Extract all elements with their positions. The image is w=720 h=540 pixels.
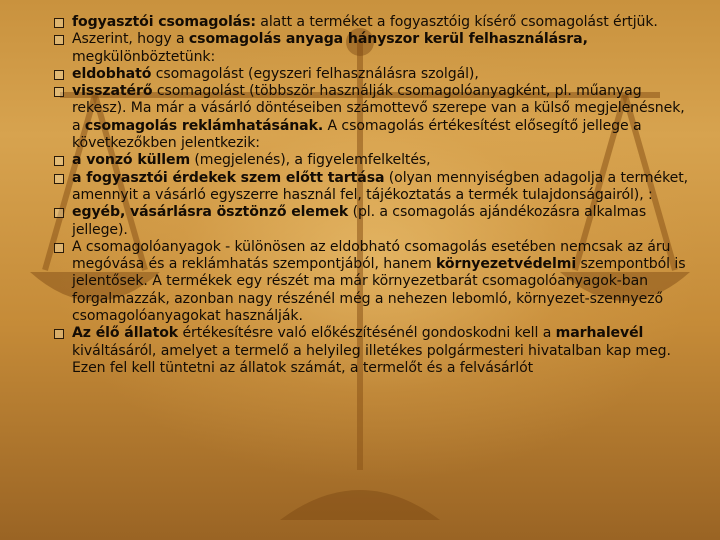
square-bullet-icon xyxy=(54,35,64,45)
bold-text: fogyasztói csomagolás: xyxy=(72,14,256,30)
text-run: (olyan mennyiségben adagolja a terméket, amennyit a vásárló egyszerre használ fel, tájékoztatás a termék tulajdonságairól), : xyxy=(72,169,689,203)
text-run: csomagolást (többször használják csomagolóanyagként, pl. műanyag rekesz). Ma már a vásárló döntéseiben számottevő szerepe van a külső megjelenésnek, a xyxy=(72,83,685,134)
text-run: (pl. a csomagolás ajándékozásra alkalmas jellege). xyxy=(72,204,647,238)
list-item xyxy=(52,14,692,31)
square-bullet-icon xyxy=(54,208,64,218)
text-content xyxy=(52,14,692,377)
list-item xyxy=(52,170,692,205)
square-bullet-icon xyxy=(54,18,64,28)
bold-text: visszatérő xyxy=(72,83,153,100)
bold-text: eldobható xyxy=(72,65,152,82)
square-bullet-icon xyxy=(54,329,64,339)
square-bullet-icon xyxy=(54,174,64,184)
text-run: megkülönböztetünk: xyxy=(72,48,216,65)
bold-text: csomagolás reklámhatásának. xyxy=(84,117,324,134)
text-run: (megjelenés), a figyelemfelkeltés, xyxy=(190,152,431,169)
square-bullet-icon xyxy=(54,70,64,80)
square-bullet-icon xyxy=(54,87,64,97)
text-run: Aszerint, hogy a xyxy=(72,31,189,48)
list-item xyxy=(52,66,692,83)
bold-text: egyéb, vásárlásra ösztönző elemek xyxy=(72,204,349,221)
list-item xyxy=(52,83,692,152)
bold-text: a vonzó küllem xyxy=(72,152,191,169)
list-item xyxy=(52,325,692,377)
bold-text: marhalevél xyxy=(555,325,644,342)
bold-text: a fogyasztói érdekek szem előtt tartása xyxy=(72,169,385,186)
bullet-list xyxy=(52,14,692,377)
text-run: A csomagolás értékesítést elősegítő jellege a következőkben jelentkezik: xyxy=(72,117,642,152)
text-run: A csomagolóanyagok - különösen az eldobható csomagolás esetében nemcsak az áru megóvása és a reklámhatás szempontjából, hanem xyxy=(72,238,671,273)
square-bullet-icon xyxy=(54,243,64,253)
square-bullet-icon xyxy=(54,156,64,166)
text-run: kiváltásáról, amelyet a termelő a helyileg illetékes polgármesteri hivatalban kap meg. Ezen fel kell tüntetni az állatok számát, a termelőt és a felvásárlót xyxy=(72,342,671,376)
bold-text: Az élő állatok xyxy=(72,325,179,342)
list-item xyxy=(52,31,692,66)
text-run: csomagolást (egyszeri felhasználásra szolgál), xyxy=(151,65,479,82)
list-item xyxy=(52,152,692,169)
bold-text: környezetvédelmi xyxy=(436,256,577,273)
text-run: alatt a terméket a fogyasztóig kísérő csomagolást értjük. xyxy=(255,14,658,30)
list-item xyxy=(52,204,692,239)
bold-text: csomagolás anyaga hányszor kerül felhasználásra, xyxy=(188,31,588,48)
text-run: szempontból is jelentősek. A termékek egy részét ma már környezetbarát csomagolóanyagok-ban forgalmazzák, azonban nagy részénél még a nehezen lebomló, környezet-szennyező csomagolóanyagokat használják. xyxy=(72,256,686,325)
list-item xyxy=(52,239,692,325)
text-run: értékesítésre való előkészítésénél gondoskodni kell a xyxy=(178,325,556,342)
